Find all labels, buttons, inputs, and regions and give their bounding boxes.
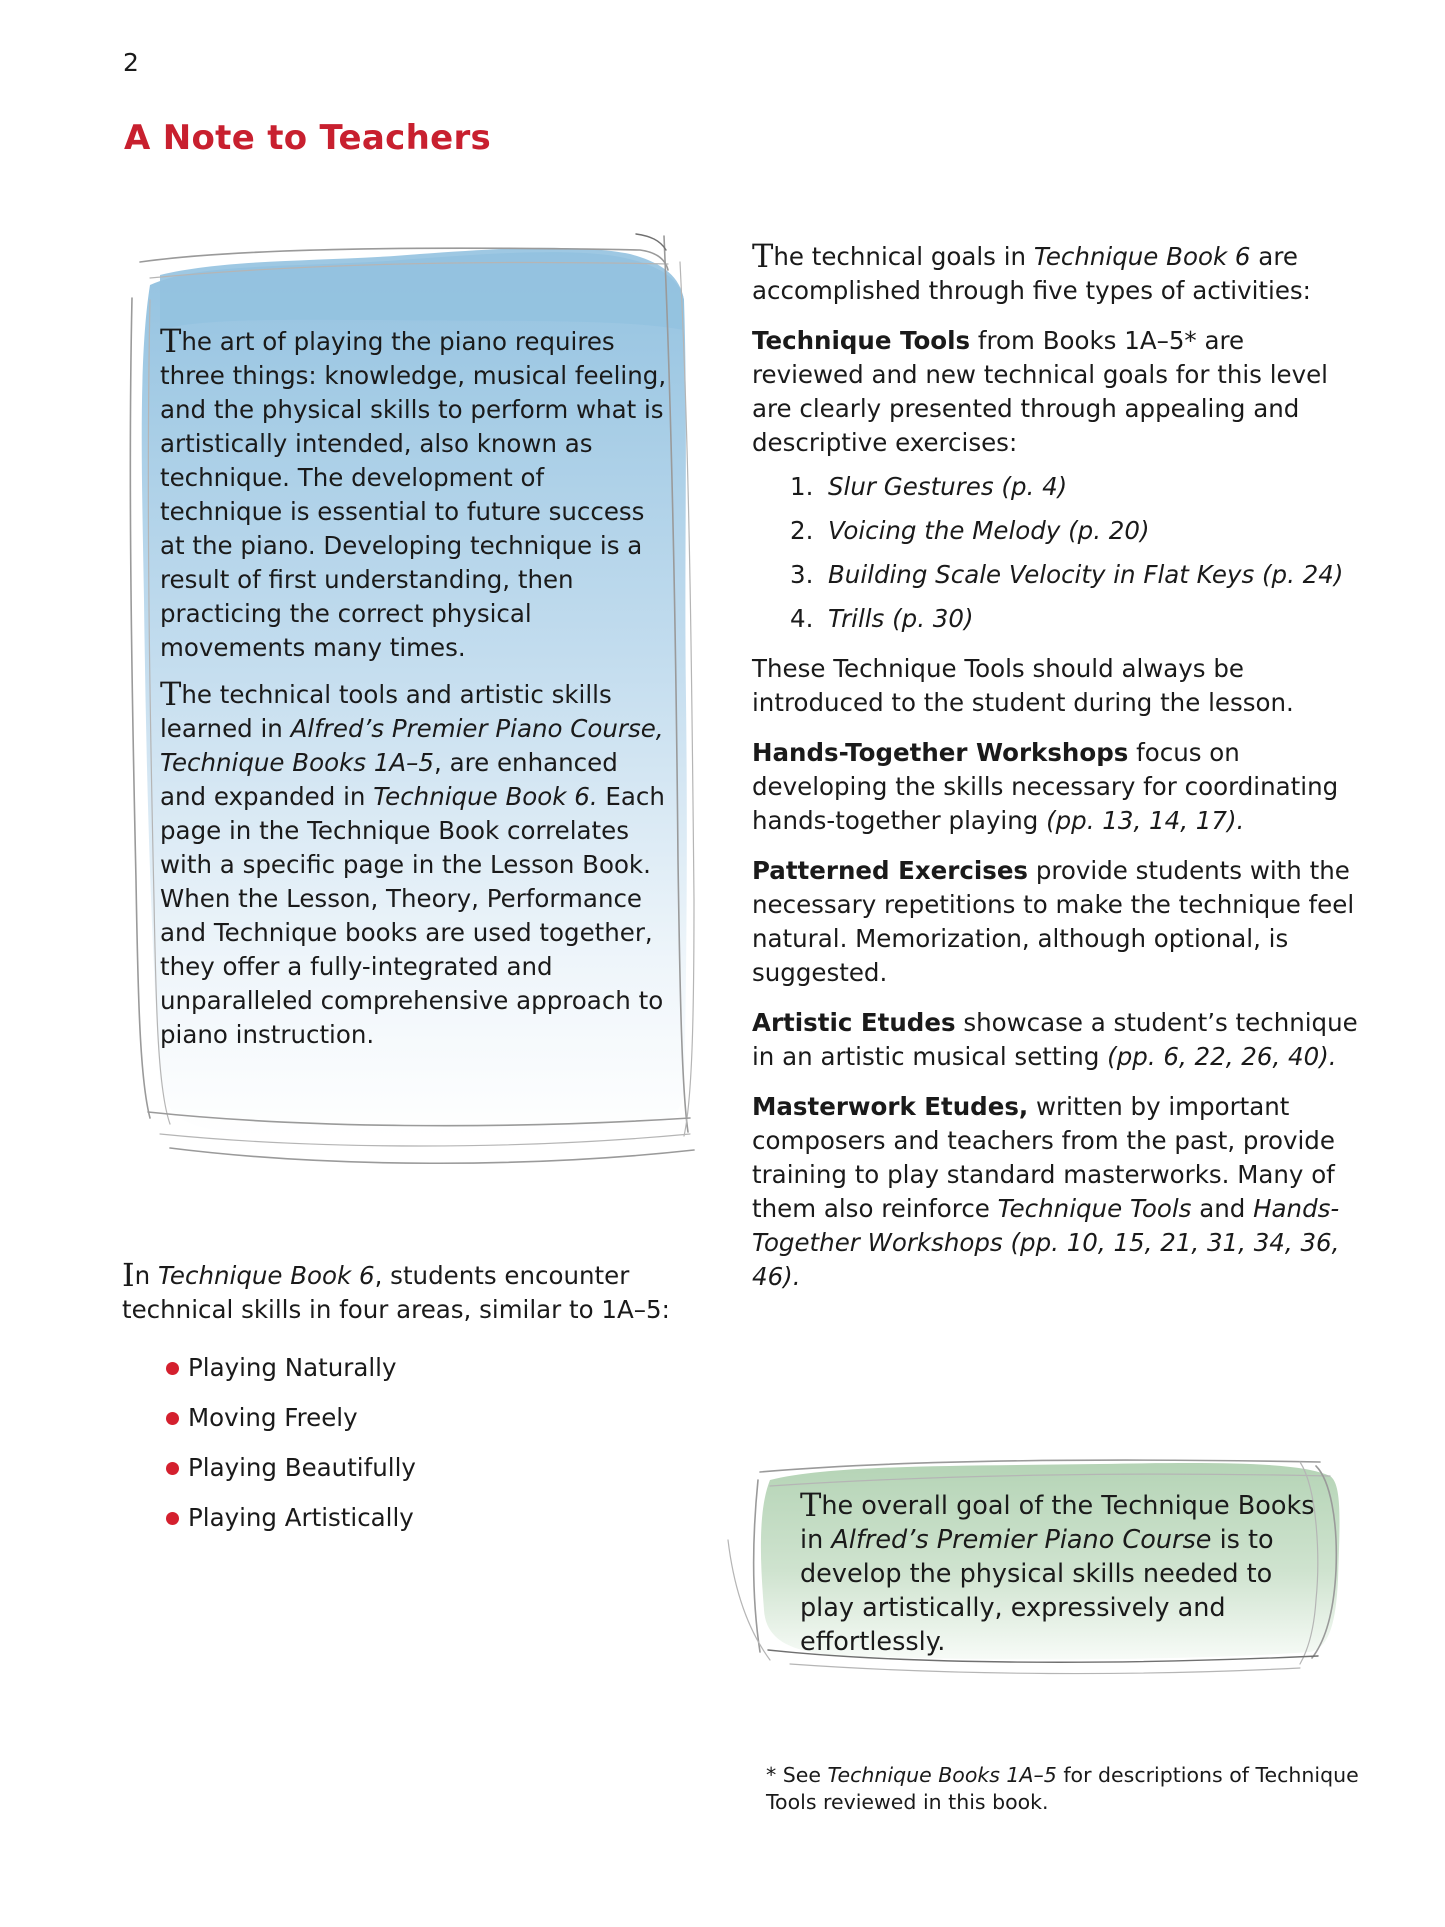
list-item: Moving Freely xyxy=(166,1393,682,1443)
intro-paragraph: In Technique Book 6, students encounter technical skills in four areas, similar to 1A–5: xyxy=(122,1256,670,1324)
footnote xyxy=(766,1762,1366,1816)
list-item: Playing Artistically xyxy=(166,1493,682,1543)
list-item: Playing Naturally xyxy=(166,1343,682,1393)
skill-areas-list xyxy=(122,1343,682,1543)
blue-wash-top xyxy=(160,248,684,330)
tools-note-paragraph: These Technique Tools should always be introduced to the student during the lesson. xyxy=(752,654,1294,717)
bullet-dot-icon xyxy=(166,1462,179,1475)
list-item: 3. Building Scale Velocity in Flat Keys (p. 24) xyxy=(790,560,1344,589)
workshops-paragraph: Hands-Together Workshops focus on developing the skills necessary for coordinating hands-together playing (pp. 13, 14, 17). xyxy=(752,738,1339,835)
blue-box-paragraph-2: The technical tools and artistic skills learned in Alfred’s Premier Piano Course, Technique Books 1A–5, are enhanced and expanded in Technique Book 6. Each page in the Technique Book correlates with a specific page in the Lesson Book. When the Lesson, Theory, Performance and Technique books are used together, they offer a fully-integrated and unparalleled comprehensive approach to piano instruction. xyxy=(160,675,665,1049)
artistic-etudes-paragraph: Artistic Etudes showcase a student’s technique in an artistic musical setting (pp. 6, 22, 26, 40). xyxy=(752,1008,1358,1071)
bullet-dot-icon xyxy=(166,1412,179,1425)
blue-box-paragraph-1: The art of playing the piano requires three things: knowledge, musical feeling, and the physical skills to perform what is artistically intended, also known as technique. The development of technique is essential to future success at the piano. Developing technique is a result of first understanding, then practicing the correct physical movements many times. xyxy=(160,322,667,662)
page-number: 2 xyxy=(123,48,139,77)
list-item: 2. Voicing the Melody (p. 20) xyxy=(790,516,1150,545)
green-box-text xyxy=(800,1486,1320,1659)
overall-goal-paragraph: The overall goal of the Technique Books in Alfred’s Premier Piano Course is to develop the physical skills needed to play artistically, expressively and effortlessly. xyxy=(800,1486,1315,1657)
bullet-dot-icon xyxy=(166,1362,179,1375)
patterned-exercises-paragraph: Patterned Exercises provide students with the necessary repetitions to make the technique feel natural. Memorization, although optional, is suggested. xyxy=(752,856,1355,987)
footnote-text: * See Technique Books 1A–5 for descriptions of Technique Tools reviewed in this book. xyxy=(766,1763,1359,1814)
list-item: Playing Beautifully xyxy=(166,1443,682,1493)
list-item: 4. Trills (p. 30) xyxy=(790,604,974,633)
technique-tools-list xyxy=(752,470,1362,646)
activities-lead: The technical goals in Technique Book 6 are accomplished through five types of activities: xyxy=(752,237,1311,305)
left-column xyxy=(122,1256,682,1543)
page-title: A Note to Teachers xyxy=(124,118,492,158)
blue-box-text xyxy=(160,322,670,1052)
list-item: 1. Slur Gestures (p. 4) xyxy=(790,472,1068,501)
masterwork-etudes-paragraph: Masterwork Etudes, written by important composers and teachers from the past, provide training to play standard masterworks. Many of them also reinforce Technique Tools and Hands-Together Workshops (pp. 10, 15, 21, 31, 34, 36, 46). xyxy=(752,1092,1340,1291)
technique-tools-paragraph: Technique Tools from Books 1A–5* are reviewed and new technical goals for this level are clearly presented through appealing and descriptive exercises: xyxy=(752,326,1328,457)
bullet-dot-icon xyxy=(166,1512,179,1525)
right-column xyxy=(752,237,1362,1294)
